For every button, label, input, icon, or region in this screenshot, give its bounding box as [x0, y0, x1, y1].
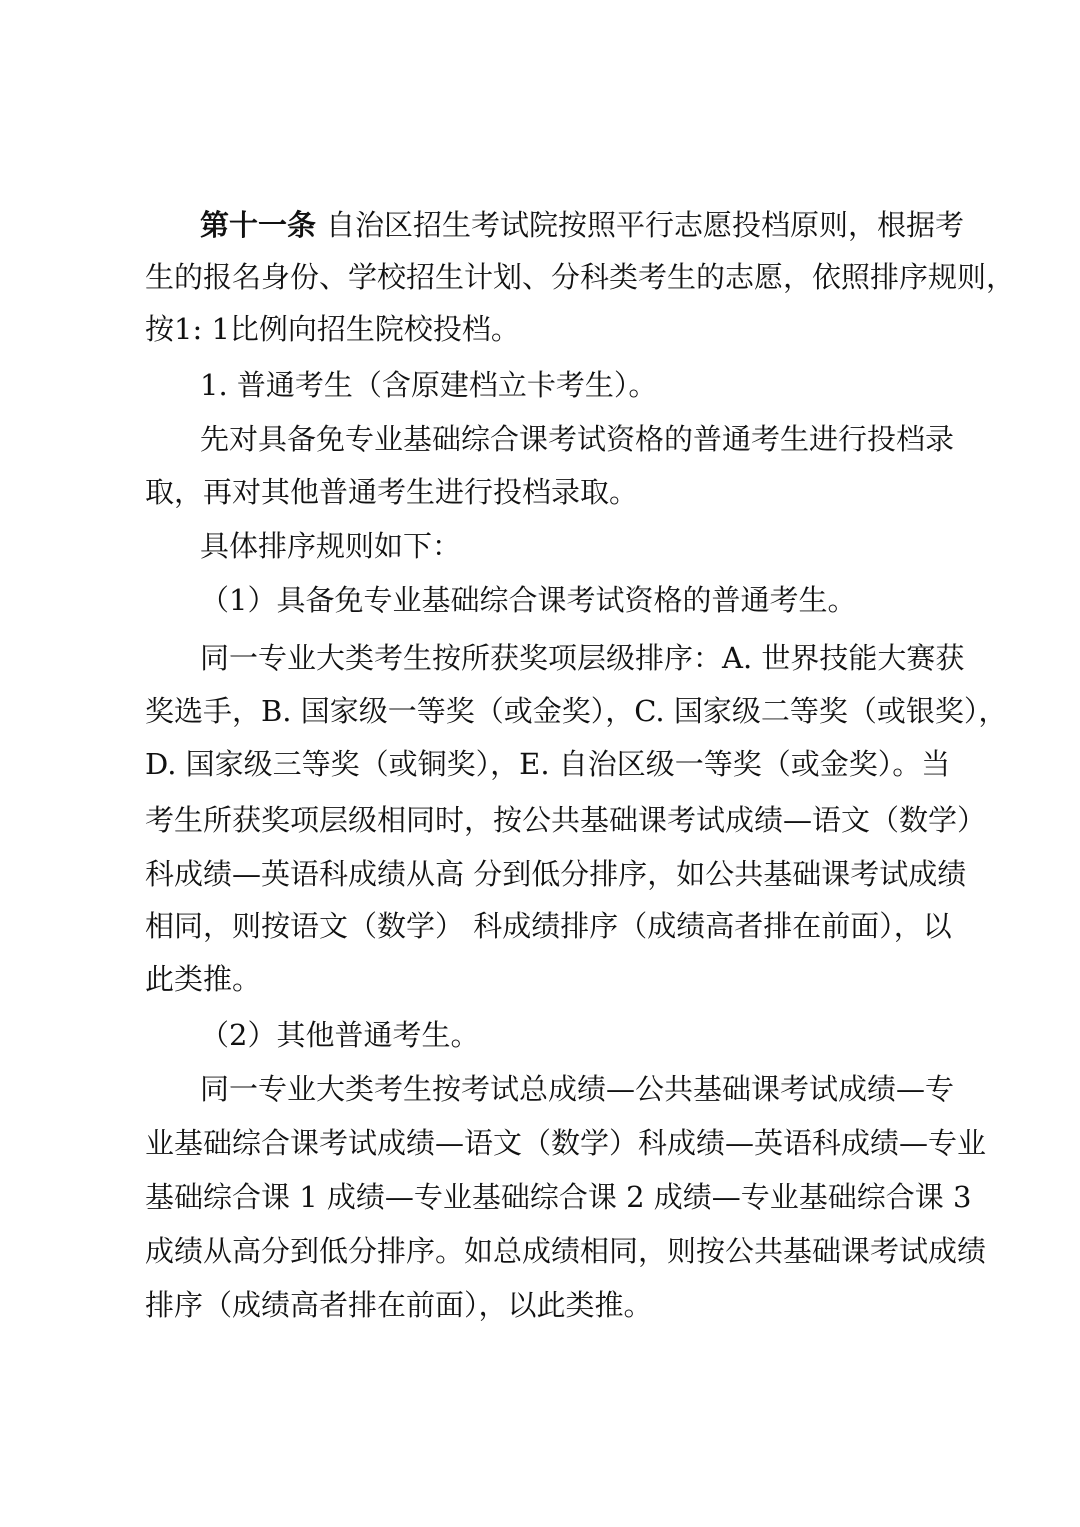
paragraph-line: 取，再对其他普通考生进行投档录取。 — [145, 475, 639, 509]
article-number: 第十一条 — [200, 208, 317, 242]
paragraph-line: 先对具备免专业基础综合课考试资格的普通考生进行投档录 — [200, 422, 955, 456]
paragraph-line: 科成绩—英语科成绩从高 分到低分排序，如公共基础课考试成绩 — [145, 857, 967, 891]
paragraph-line: 同一专业大类考生按考试总成绩—公共基础课考试成绩—专 — [200, 1072, 955, 1106]
paragraph-line: D. 国家级三等奖（或铜奖），E. 自治区级一等奖（或金奖）。当 — [145, 747, 951, 781]
paragraph-line: 同一专业大类考生按所获奖项层级排序：A. 世界技能大赛获 — [200, 641, 965, 675]
section-heading: 1. 普通考生（含原建档立卡考生）。 — [200, 368, 658, 402]
subsection-heading: （1）具备免专业基础综合课考试资格的普通考生。 — [200, 583, 857, 617]
paragraph-line: 考生所获奖项层级相同时，按公共基础课考试成绩—语文（数学） — [145, 803, 987, 837]
paragraph-line: 生的报名身份、学校招生计划、分科类考生的志愿，依照排序规则， — [145, 260, 1016, 294]
paragraph-text: 自治区招生考试院按照平行志愿投档原则，根据考 — [326, 208, 965, 242]
paragraph-line: 相同，则按语文（数学） 科成绩排序（成绩高者排在前面），以 — [145, 909, 952, 943]
subsection-heading: （2）其他普通考生。 — [200, 1018, 480, 1052]
paragraph-line: 排序（成绩高者排在前面），以此类推。 — [145, 1288, 653, 1322]
paragraph-line: 基础综合课 1 成绩—专业基础综合课 2 成绩—专业基础综合课 3 — [145, 1180, 972, 1214]
paragraph-line: 业基础综合课考试成绩—语文（数学）科成绩—英语科成绩—专业 — [145, 1126, 987, 1160]
paragraph-line: 奖选手，B. 国家级一等奖（或金奖），C. 国家级二等奖（或银奖）， — [145, 694, 1008, 728]
paragraph-line: 具体排序规则如下： — [200, 529, 462, 563]
paragraph-line: 按1: 1比例向招生院校投档。 — [145, 312, 520, 346]
article-11-first-line — [200, 200, 965, 250]
paragraph-line: 此类推。 — [145, 962, 262, 996]
paragraph-line: 成绩从高分到低分排序。如总成绩相同，则按公共基础课考试成绩 — [145, 1234, 987, 1268]
